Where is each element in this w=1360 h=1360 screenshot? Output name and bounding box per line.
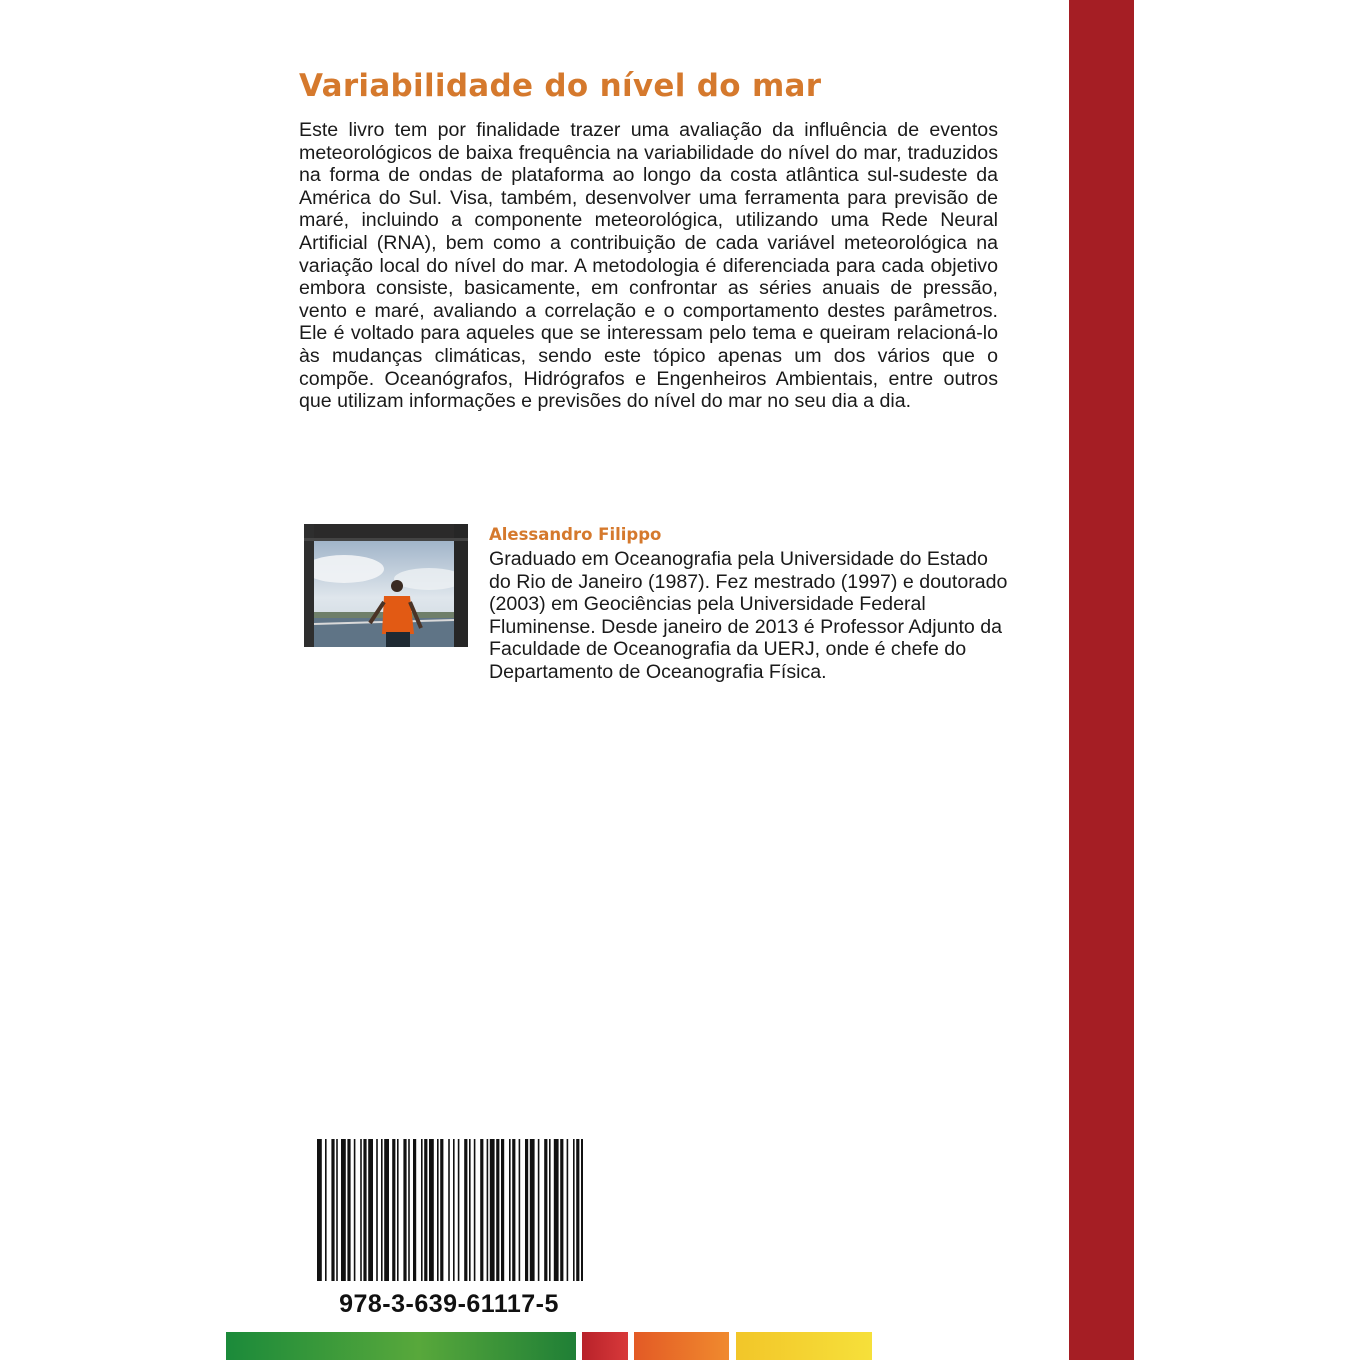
author-bio: Graduado em Oceanografia pela Universidade do Estado do Rio de Janeiro (1987). Fez mestrado (1997) e doutorado (2003) em Geociências pela Universidade Federal Fluminense. Desde janeiro de 2013 é Professor Adjunto da Faculdade de Oceanografia da UERJ, onde é chefe do Departamento de Oceanografia Física. [489,548,1008,683]
isbn-number: 978-3-639-61117-5 [339,1290,559,1318]
color-strip-green [226,1332,576,1360]
book-blurb: Este livro tem por finalidade trazer uma avaliação da influência de eventos meteorológicos de baixa frequência na variabilidade do nível do mar, traduzidos na forma de ondas de plataforma ao longo da costa atlântica sul-sudeste da América do Sul. Visa, também, desenvolver uma ferramenta para previsão de maré, incluindo a componente meteorológica, utilizando uma Rede Neural Artificial (RNA), bem como a contribuição de cada variável meteorológica na variação local do nível do mar. A metodologia é diferenciada para cada objetivo embora consiste, basicamente, em confrontar as séries anuais de pressão, vento e maré, avaliando a correlação e o comportamento destes parâmetros. Ele é voltado para aqueles que se interessam pelo tema e queiram relacioná-lo às mudanças climáticas, sendo este tópico apenas um dos vários que o compõe. Oceanógrafos, Hidrógrafos e Engenheiros Ambientais, entre outros que utilizam informações e previsões do nível do mar no seu dia a dia. [299,119,998,413]
barcode-graphic [317,1139,583,1281]
author-name: Alessandro Filippo [489,525,662,544]
spine-band [1069,0,1134,1360]
book-title: Variabilidade do nível do mar [299,68,822,104]
color-strip-yellow [736,1332,872,1360]
color-strip-red [582,1332,628,1360]
color-strip-orange [634,1332,729,1360]
author-photo [304,524,468,647]
